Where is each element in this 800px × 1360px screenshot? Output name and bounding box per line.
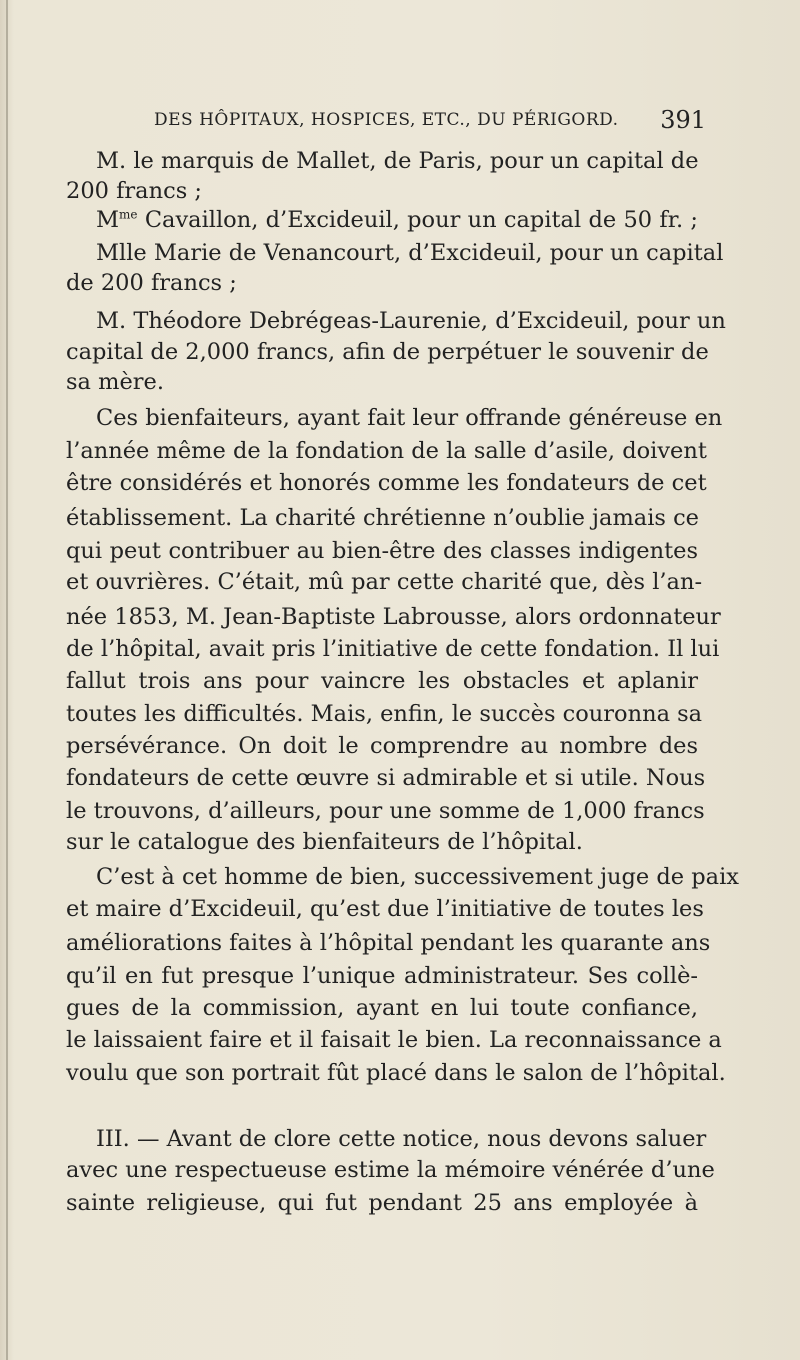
text-line: le laissaient faire et il faisait le bien. La reconnaissance a [66,1027,722,1053]
text-line: de l’hôpital, avait pris l’initiative de cette fondation. Il lui [66,636,720,662]
text-line: sur le catalogue des bienfaiteurs de l’hôpital. [66,829,583,855]
text-line: née 1853, M. Jean-Baptiste Labrousse, alors ordonnateur [66,604,721,630]
text-line: persévérance. On doit le comprendre au nombre des [66,733,698,759]
text-line: l’année même de la fondation de la salle d’asile, doivent [66,438,707,464]
text-line: qui peut contribuer au bien-être des classes indigentes [66,538,698,564]
text-line: III. — Avant de clore cette notice, nous devons saluer [96,1126,707,1152]
text-line: $M^{me}$ Cavaillon, d’Excideuil, pour un capital de 50 fr. ; [96,207,699,233]
text-line: et maire d’Excideuil, qu’est due l’initiative de toutes les [66,896,704,922]
text-line: gues de la commission, ayant en lui toute confiance, [66,995,698,1021]
text-line: qu’il en fut presque l’unique administrateur. Ses collè- [66,963,698,989]
text-line: fondateurs de cette œuvre si admirable et si utile. Nous [66,765,706,791]
text-line: et ouvrières. C’était, mû par cette charité que, dès l’an- [66,569,703,595]
page-edge-shadow [6,0,8,1360]
text-line: fallut trois ans pour vaincre les obstacles et aplanir [66,668,698,694]
text-line: 200 francs ; [66,178,202,204]
text-line: améliorations faites à l’hôpital pendant les quarante ans [66,930,711,956]
page-number: 391 [660,106,706,134]
text-line: de 200 francs ; [66,270,237,296]
text-line: Mlle Marie de Venancourt, d’Excideuil, pour un capital [96,240,724,266]
text-line: avec une respectueuse estime la mémoire vénérée d’une [66,1157,715,1183]
text-line: être considérés et honorés comme les fondateurs de cet [66,470,707,496]
text-line: le trouvons, d’ailleurs, pour une somme de 1,000 francs [66,798,705,824]
abbreviation-mme: $M^{me}$ [96,207,138,233]
text-line: établissement. La charité chrétienne n’oublie jamais ce [66,505,699,531]
text-line: M. Théodore Debrégeas-Laurenie, d’Excideuil, pour un [96,308,726,334]
text-line: Ces bienfaiteurs, ayant fait leur offrande généreuse en [96,405,723,431]
text-line: capital de 2,000 francs, afin de perpétuer le souvenir de [66,339,709,365]
text-line: C’est à cet homme de bien, successivement juge de paix [96,864,739,890]
text-line: voulu que son portrait fût placé dans le salon de l’hôpital. [66,1060,726,1086]
text-line: sainte religieuse, qui fut pendant 25 ans employée à [66,1190,698,1216]
running-title: DES HÔPITAUX, HOSPICES, ETC., DU PÉRIGORD. [154,110,619,130]
text-line: M. le marquis de Mallet, de Paris, pour un capital de [96,148,699,174]
text-line: toutes les difficultés. Mais, enfin, le succès couronna sa [66,701,703,727]
text-line: sa mère. [66,369,164,395]
running-header [66,106,706,140]
